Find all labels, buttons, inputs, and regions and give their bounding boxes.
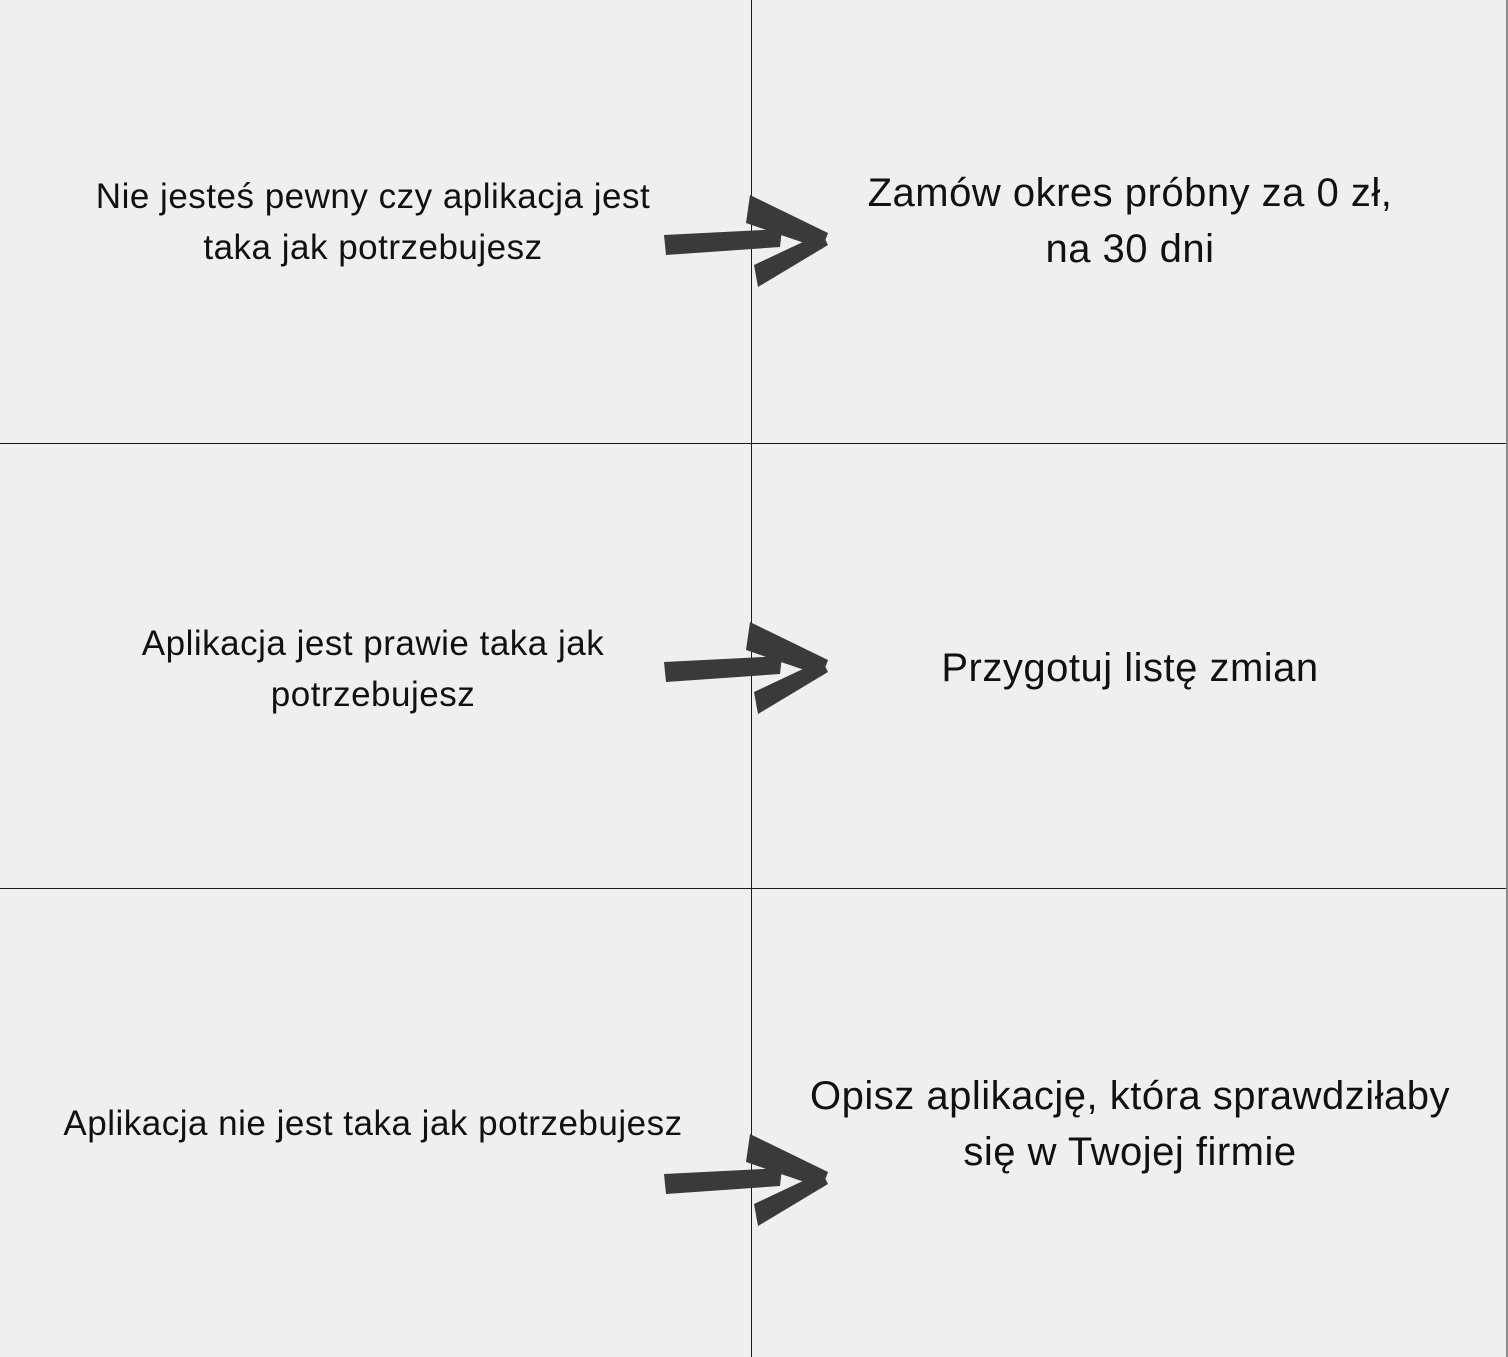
situation-row-3-line-1: Aplikacja nie jest taka jak potrzebujesz: [63, 1104, 683, 1143]
action-row-2: [754, 640, 1506, 696]
action-row-1-line-2: na 30 dni: [1045, 227, 1215, 271]
situation-row-2-line-2: potrzebujesz: [270, 674, 476, 714]
action-row-3-line-1: Opisz aplikację, która sprawdziłaby: [810, 1074, 1450, 1118]
row-divider-1: [0, 443, 1508, 444]
row-divider-2: [0, 888, 1508, 889]
situation-row-2-line-1: Aplikacja jest prawie taka jak: [141, 624, 605, 663]
situation-row-1-line-1: Nie jesteś pewny czy aplikacja jest: [95, 177, 651, 216]
action-row-1: [754, 165, 1506, 277]
action-row-3-line-2: się w Twojej firmie: [963, 1130, 1297, 1174]
situation-row-3: [0, 1099, 746, 1150]
action-row-3: [754, 1068, 1506, 1180]
situation-row-1-line-2: taka jak potrzebujesz: [203, 227, 543, 267]
action-row-1-line-1: Zamów okres próbny za 0 zł,: [867, 171, 1393, 215]
action-row-2-line-1: Przygotuj listę zmian: [941, 646, 1319, 690]
situation-row-2: [0, 619, 746, 721]
situation-row-1: [0, 172, 746, 274]
